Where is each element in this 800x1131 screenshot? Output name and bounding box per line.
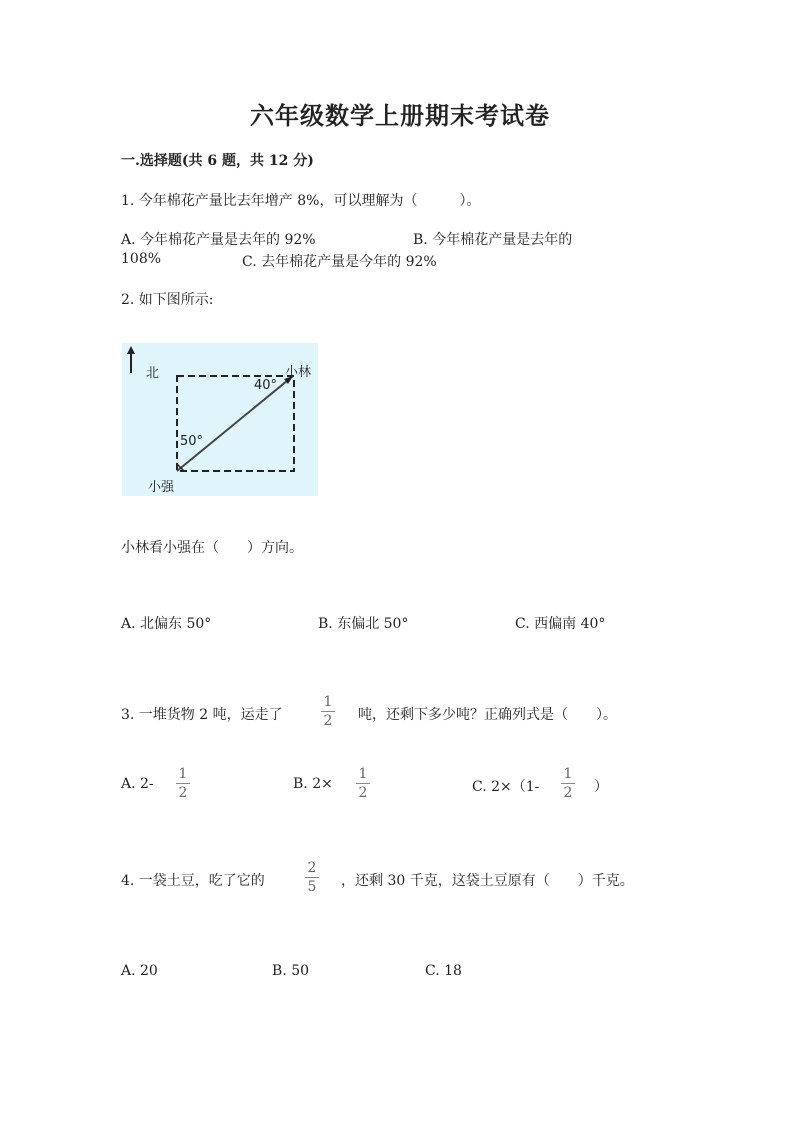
- q3-option-c: C. 2×（1-: [472, 779, 540, 795]
- fraction-bar: [321, 711, 335, 712]
- q1-option-b: B. 今年棉花产量是去年的: [413, 232, 573, 248]
- q3-fraction: [321, 694, 335, 729]
- fraction-numerator: 1: [358, 766, 368, 782]
- q2-option-c: C. 西偏南 40°: [515, 616, 606, 632]
- q3-option-a: A. 2-: [121, 776, 154, 792]
- q1-stem: 1. 今年棉花产量比去年增产 8%，可以理解为（ ）。: [121, 193, 481, 209]
- label-angle-40: 40°: [254, 378, 278, 393]
- section-heading: 一.选择题(共 6 题，共 12 分): [121, 153, 314, 169]
- q3-stem-post: 吨，还剩下多少吨？正确列式是（ ）。: [358, 707, 617, 723]
- q4-stem-pre: 4. 一袋土豆，吃了它的: [121, 873, 265, 889]
- q1-option-a: A. 今年棉花产量是去年的 92%: [121, 232, 316, 248]
- direction-diagram: [122, 343, 318, 496]
- q1-option-c: C. 去年棉花产量是今年的 92%: [242, 254, 437, 270]
- fraction-bar: [356, 783, 370, 784]
- q2-question: 小林看小强在（ ）方向。: [121, 540, 303, 556]
- q3-option-a-fraction: [176, 766, 190, 801]
- q2-option-a: A. 北偏东 50°: [121, 616, 212, 632]
- label-angle-50: 50°: [180, 434, 204, 449]
- fraction-numerator: 2: [307, 860, 317, 876]
- q4-fraction: [305, 860, 319, 895]
- fraction-denominator: 5: [307, 879, 317, 895]
- fraction-numerator: 1: [323, 694, 333, 710]
- fraction-denominator: 2: [563, 785, 573, 801]
- fraction-numerator: 1: [563, 766, 573, 782]
- q1-option-b-tail: 108%: [121, 251, 162, 267]
- label-xiaoqiang: 小强: [148, 480, 175, 495]
- q3-option-c-fraction: [561, 766, 575, 801]
- fraction-denominator: 2: [178, 785, 188, 801]
- q2-stem: 2. 如下图所示:: [121, 292, 214, 308]
- q2-option-b: B. 东偏北 50°: [318, 616, 409, 632]
- fraction-numerator: 1: [178, 766, 188, 782]
- fraction-bar: [305, 877, 319, 878]
- fraction-denominator: 2: [323, 713, 333, 729]
- north-arrowhead-icon: [127, 346, 135, 354]
- fraction-bar: [561, 783, 575, 784]
- fraction-bar: [176, 783, 190, 784]
- q3-option-b: B. 2×: [293, 776, 333, 792]
- q3-option-b-fraction: [356, 766, 370, 801]
- fraction-denominator: 2: [358, 785, 368, 801]
- q4-option-b: B. 50: [272, 963, 310, 979]
- label-xiaolin: 小林: [285, 365, 312, 380]
- q4-option-a: A. 20: [121, 963, 158, 979]
- q4-option-c: C. 18: [425, 963, 462, 979]
- page-title: 六年级数学上册期末考试卷: [250, 101, 550, 130]
- label-north: 北: [146, 366, 160, 381]
- q3-stem-pre: 3. 一堆货物 2 吨，运走了: [121, 707, 283, 723]
- q4-stem-post: ，还剩 30 千克，这袋土豆原有（ ）千克。: [341, 873, 634, 889]
- q3-option-c-close: ）: [594, 779, 608, 795]
